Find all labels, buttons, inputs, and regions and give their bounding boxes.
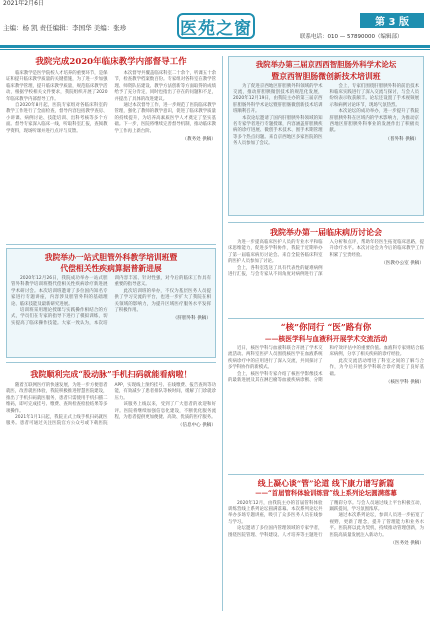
article-headline: 我院完成2020年临床教学内部督导工作 bbox=[35, 57, 187, 67]
article-paragraph: 培训班采用理论授课与实践操作相结合的方式，学员们在专家的指导下进行了模拟训练，切实提高了临床操作技能。大家一致认为，本次培训内容丰富、针对性强，对今后的临床工作具有重要的指导意义。 bbox=[11, 276, 211, 326]
article-byline: （肝胆外科 供稿） bbox=[172, 316, 211, 322]
article-subhead: 代偿相关性疾病算据普新进展 bbox=[60, 264, 162, 273]
masthead bbox=[0, 10, 430, 44]
article-subhead: 暨京西智胆肠微创新技术培训班 bbox=[271, 71, 381, 81]
article-paragraph: 2021年1月1日起，我院正式上线手机扫码就医服务。患者可通过关注医院官方公众号或下载医院APP，实现线上预约挂号、在线缴费、报告查询等功能，有效减少了患者排队等候时间，缓解了门诊就诊压力。 bbox=[6, 383, 216, 427]
editor-credits: 主编：杨 凯 责任编辑：李国华 美编：张珍 bbox=[3, 24, 127, 32]
article-paragraph: 该服务上线以来，受到了广大患者的欢迎和好评。医院将继续加强信息化建设，不断优化服务流程，为患者提供更加便捷、高效、优质的医疗服务。 bbox=[114, 402, 216, 421]
article-headline: 我院顺利完成“股动脉”手机扫码就能看病啦！ bbox=[30, 369, 192, 379]
article-paragraph: 会上，核医学科专家介绍了核医学影像技术的最新进展及其在淋巴瘤等血液疾病诊断、分期和疗效评估中的重要价值。血液科专家则结合临床病例，分享了相关疾病的诊疗经验。 bbox=[228, 346, 424, 384]
section-divider bbox=[6, 244, 216, 245]
issue-date: 2021年2月6日 bbox=[3, 0, 44, 7]
article-paragraph: 会上，各科室选送了具有代表性的疑难病例进行汇报，与会专家从不同角度对病例进行了深入分析和点评，帮助年轻医生拓宽临床思路，提升诊疗水平。本次讨论会为今后的临床教学工作积累了宝贵经验。 bbox=[228, 240, 424, 278]
article-paragraph: 会上，专家们围绕肝胆胰外科的前沿技术和临床实践进行了深入交流与探讨，与会人员纷纷表示收获颇丰。论坛还设置了手术视频展示和病例讨论环节，现场气氛热烈。 bbox=[329, 83, 419, 108]
article-paragraph: 通过本次督导工作，进一步规范了医院临床教学管理，强化了教师的教学意识，促进了临床教学质量的持续提升，为培养高素质医学人才奠定了坚实基础。下一步，医院将继续完善督导机制，推动临床教学工作再上新台阶。 bbox=[114, 103, 216, 134]
article-headline: 线上凝心谈“管”论道 线下康力谱写新篇 bbox=[257, 479, 395, 488]
article-body bbox=[6, 383, 216, 430]
article-hepatobiliary-forum bbox=[228, 56, 424, 216]
article-teaching-supervision bbox=[6, 56, 216, 242]
masthead-title-box bbox=[177, 13, 255, 39]
article-body bbox=[233, 84, 419, 148]
article-headline: 我院举办一站式胆管外科教学培训班暨 bbox=[44, 253, 178, 262]
article-paragraph: 随着互联网医疗的快速发展，为进一步方便患者就医，改善就医体验，我院积极推进智慧医院建设，推出了手机扫码就医服务，患者只需使用手机扫描二维码，即可完成挂号、缴费、查询检查检验结果等多项操作。 bbox=[6, 383, 108, 414]
article-headline: 我院举办第三届京西西智胆肠外科学术论坛 bbox=[255, 60, 397, 69]
article-paragraph: 为了促进京西地区肝胆胰外科领域的学术交流，推动肝胆胰微创技术的规范化发展，2020年12月19日，由我院主办的第三届京西肝胆肠外科学术论坛暨肝胆肠微创新技术培训班顺利召开。 bbox=[233, 83, 323, 115]
article-body bbox=[228, 240, 424, 278]
article-paragraph: 通过本次系列论坛，参训人员进一步拓宽了视野，更新了理念，提升了管理能力和业务水平。医院将以此为契机，持续推动管理创新，为医院高质量发展注入新动力。 bbox=[329, 513, 424, 538]
article-subhead: ——核医学科与血液科开展学术交流活动 bbox=[264, 335, 388, 343]
article-paragraph: 自2020年8月起，医院专家组对各临床科室的教学工作进行了全面检查，督导内容包括教学查房、小讲课、病例讨论、技能培训、出科考核等多个方面。督导专家深入临床一线，听取科室汇报，查阅教学资料，现场听课并进行点评与反馈。 bbox=[6, 103, 108, 134]
article-paragraph: 本次督导共覆盖临床科室二十余个，听课五十余节，检查教学档案数百份。专家组对各科室在教学管理、师资队伍建设、教学方法创新等方面取得的成绩给予了充分肯定，同时也指出了存在的问题和不足，并提出了具体的改进建议。 bbox=[114, 71, 216, 102]
article-byline: （医务处 供稿） bbox=[390, 540, 424, 546]
article-paragraph: 2020年12月26日，我院成功举办一站式胆管外科教学培训班暨代偿相关性疾病诊疗新进展学术研讨会。本次培训班邀请了多位国内知名专家进行专题讲座，内容涉及胆管外科的基础理论、临床技能及最新研究进展。 bbox=[11, 276, 108, 307]
section-divider bbox=[6, 362, 216, 363]
article-byline: （核医学科 供稿） bbox=[385, 380, 424, 386]
article-paragraph: 2020年12月，由我院主办的首届管科体验训练营线上系列论坛圆满落幕。本次系列论坛共举办多场专题讲座，吸引了众多医务人员在线参与学习。 bbox=[228, 500, 323, 525]
article-paragraph: 为进一步提高临床医护人员的专业水平和临床思维能力，促进多学科协作，我院于近期举办了第一届临床病历讨论会。来自全院各临床科室的医护人员参加了讨论。 bbox=[228, 240, 323, 265]
top-bar bbox=[0, 0, 430, 8]
section-divider bbox=[228, 474, 424, 475]
masthead-rule bbox=[0, 45, 430, 48]
section-divider bbox=[228, 222, 424, 223]
section-divider bbox=[228, 318, 424, 319]
article-byline: （信息中心 供稿） bbox=[177, 423, 216, 429]
article-body bbox=[228, 346, 424, 386]
masthead-title: 医苑之窗 bbox=[180, 18, 252, 39]
column-divider bbox=[222, 56, 223, 611]
article-headline: 我院举办第一届临床病历讨论会 bbox=[270, 227, 382, 237]
article-management-forum bbox=[228, 478, 424, 612]
article-subhead: ——“首届管科体验训练营”线上系列论坛圆满落幕 bbox=[255, 489, 397, 497]
article-paragraph: 近日，核医学科与血液科联合开展了学术交流活动。两科室医护人员围绕核医学在血液系统疾病诊疗中的应用进行了深入交流，共同探讨了多学科协作的新模式。 bbox=[228, 346, 323, 371]
article-case-discussion bbox=[228, 226, 424, 314]
article-byline: （普外科 供稿） bbox=[385, 136, 419, 142]
article-paragraph: 本次论坛的成功举办，进一步提升了我院肝胆胰外科在区域内的学术影响力，为推动京西地区肝胆胰外科事业的发展作出了积极贡献。 bbox=[329, 109, 419, 134]
article-paragraph: 临床教学是医学院校人才培养的重要环节，是保证和提升临床教学质量的关键措施，为了进一步加强临床教学管理，提升临床教学质量，规范临床教学活动，根据学校相关文件要求，我院组织开展了2020年临床教学内部督导工作。 bbox=[6, 71, 108, 102]
article-paragraph: 本次论坛邀请了国内肝胆胰外科领域的知名专家学者进行专题授课，内容涵盖肝胆胰疾病的诊疗进展、微创手术技术、围手术期管理等多个热点问题。来自京西地区多家医院的医务人员参加了会议。 bbox=[233, 115, 323, 147]
article-paragraph: 此次培训班的举办，不仅为基层医务人员提供了学习交流的平台，也进一步扩大了我院在相关领域的影响力，为提升区域医疗服务水平发挥了积极作用。 bbox=[114, 288, 211, 314]
article-body bbox=[11, 276, 211, 327]
masthead-rule-thin bbox=[0, 49, 430, 50]
article-paragraph: 论坛邀请了多位国内管理领域的专家学者，围绕医院管理、学科建设、人才培养等主题进行了精彩分享。与会人员通过线上平台积极互动，踊跃提问，学习氛围浓厚。 bbox=[228, 500, 424, 538]
article-byline: （医教办公室 供稿） bbox=[381, 261, 424, 267]
article-paragraph: 此次交流活动增进了科室之间的了解与合作，为今后开展多学科联合诊疗奠定了良好基础。 bbox=[329, 358, 424, 377]
article-body bbox=[6, 71, 216, 143]
article-nuclear-hematology-exchange bbox=[228, 322, 424, 470]
page-number-badge: 第 3 版 bbox=[360, 13, 424, 28]
contact-phone: 联系电话：010 — 57890000（编辑部） bbox=[300, 34, 403, 40]
article-mobile-scan-service bbox=[6, 368, 216, 612]
article-headline: “核”你同行 “医”路有你 bbox=[280, 323, 372, 333]
article-body bbox=[228, 501, 424, 548]
article-bile-duct-training bbox=[6, 248, 216, 358]
article-byline: （教务处 供稿） bbox=[182, 137, 216, 143]
